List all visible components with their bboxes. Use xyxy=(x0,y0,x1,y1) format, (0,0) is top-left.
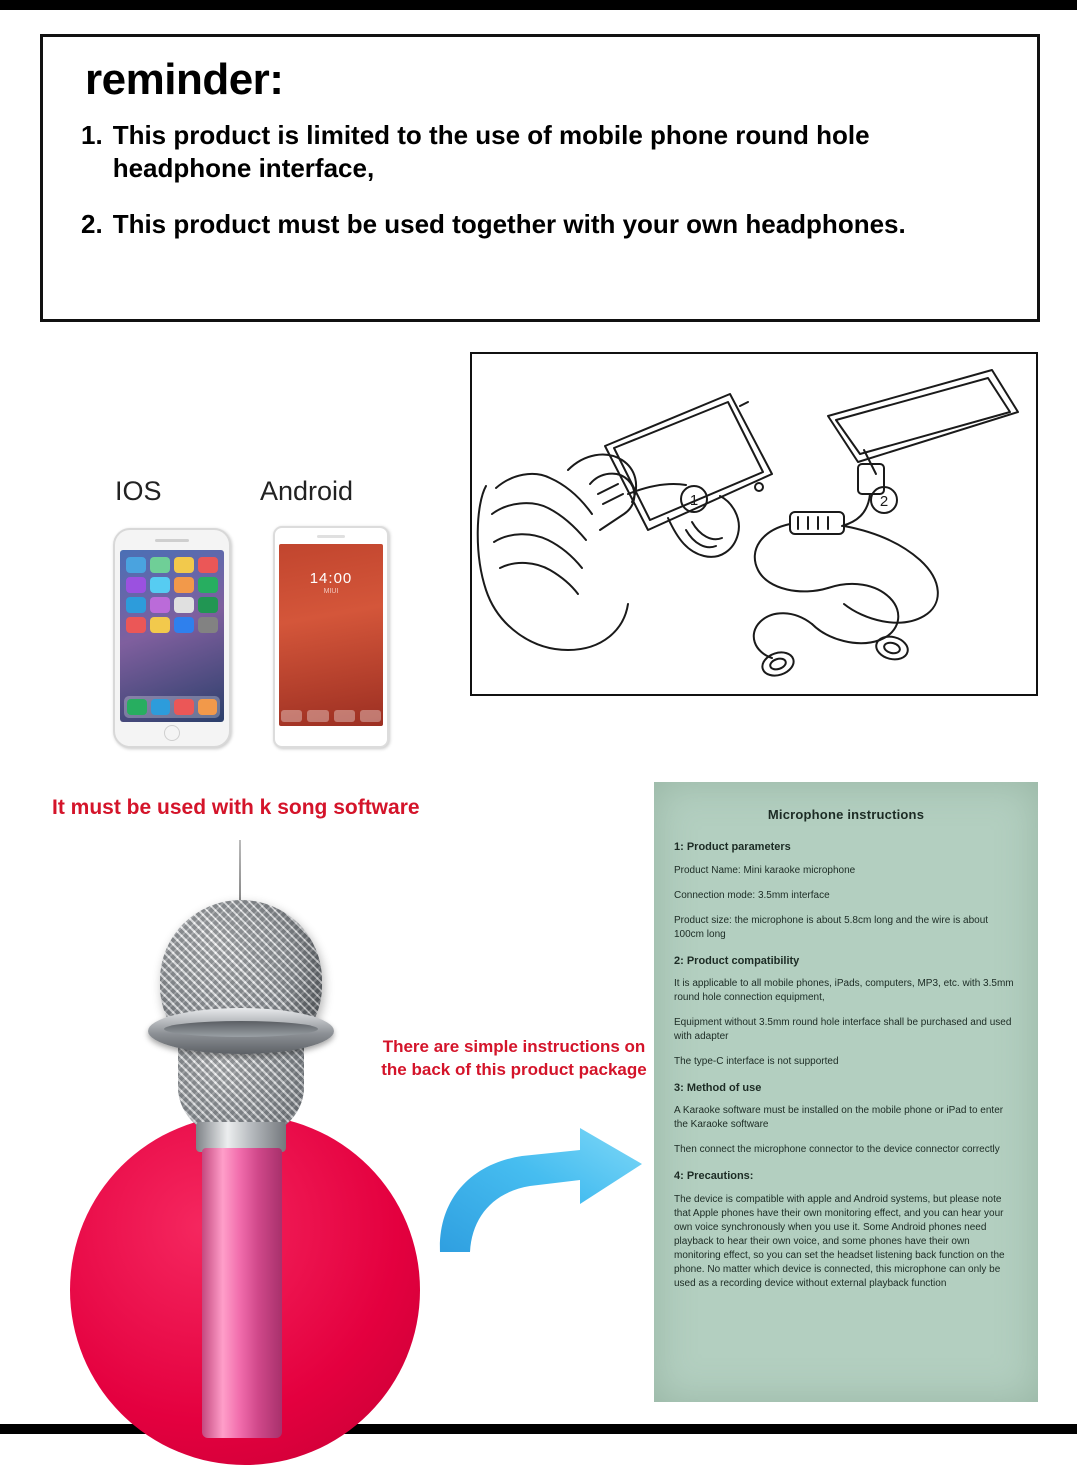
iphone-dock xyxy=(124,696,220,718)
mic-pink-body xyxy=(202,1148,282,1438)
compatible-devices-group xyxy=(55,470,455,770)
sheet-paragraph: Product size: the microphone is about 5.8cm long and the wire is about 100cm long xyxy=(674,914,989,940)
illustration-step-1-label: 1 xyxy=(689,492,699,509)
package-back-caption: There are simple instructions on the back of this product package xyxy=(381,1037,647,1079)
reminder-item xyxy=(81,208,1013,241)
sheet-title: Microphone instructions xyxy=(767,807,925,822)
usage-illustration-panel xyxy=(470,352,1038,696)
illustration-step-2-label: 2 xyxy=(879,493,889,510)
instruction-sheet xyxy=(654,782,1038,1402)
android-front-image xyxy=(273,526,389,748)
sheet-paragraph: Then connect the microphone connector to the device connector correctly xyxy=(674,1144,1000,1156)
iphone-home-button xyxy=(164,725,180,741)
android-dock xyxy=(281,710,381,722)
sheet-paragraph: It is applicable to all mobile phones, iPads, computers, MP3, etc. with 3.5mm round hole connection equipment, xyxy=(674,977,1014,1003)
sheet-paragraph: Equipment without 3.5mm round hole interface shall be purchased and used with adapter xyxy=(674,1016,1012,1042)
iphone-speaker xyxy=(155,539,189,542)
mic-chrome-ring xyxy=(148,1008,334,1054)
reminder-item-number: 1. xyxy=(81,120,103,150)
microphone-product-image xyxy=(60,860,430,1425)
sheet-paragraph: The device is compatible with apple and Android systems, but please note that Apple phones have their own monitoring effect, and you can hear your own voice synchronously when you use it. Some Android phones need playback to hear their own voice, and some phones have their own monitoring effect, so you can set the headset listening back function on the phone. No matter which device is connected, this microphone can only be used as a recording device without external playback function xyxy=(674,1193,1005,1289)
sheet-section-heading: 1: Product parameters xyxy=(674,841,791,854)
ksong-caption: It must be used with k song software xyxy=(52,796,420,819)
android-label: Android xyxy=(260,476,354,506)
reminder-item-number: 2. xyxy=(81,208,103,239)
reminder-item xyxy=(81,119,1013,186)
reminder-title: reminder: xyxy=(85,55,284,104)
android-screen-sub: MIUI xyxy=(323,588,339,595)
sheet-paragraph: The type-C interface is not supported xyxy=(674,1055,839,1067)
top-letterbox-bar xyxy=(0,0,1077,10)
reminder-box xyxy=(40,34,1040,322)
usage-illustration-svg xyxy=(472,354,1036,694)
sheet-paragraph: Connection mode: 3.5mm interface xyxy=(674,889,830,901)
sheet-section-heading: 2: Product compatibility xyxy=(674,954,800,967)
iphone-front-image xyxy=(113,528,231,748)
android-screen-time: 14:00 xyxy=(309,570,353,587)
sheet-section-heading: 3: Method of use xyxy=(674,1081,762,1094)
sheet-paragraph: A Karaoke software must be installed on the mobile phone or iPad to enter the Karaoke software xyxy=(674,1105,1004,1131)
android-speaker xyxy=(317,535,345,538)
reminder-item-text: This product is limited to the use of mobile phone round hole headphone interface, xyxy=(112,120,870,184)
mic-hanging-string xyxy=(239,840,241,900)
blue-arrow xyxy=(430,1120,650,1260)
iphone-screen xyxy=(120,550,224,722)
sheet-section-heading: 4: Precautions: xyxy=(674,1170,754,1183)
blue-arrow-icon xyxy=(430,1120,650,1260)
ios-label: IOS xyxy=(115,476,162,506)
iphone-app-grid xyxy=(124,554,220,636)
sheet-paragraph: Product Name: Mini karaoke microphone xyxy=(674,864,856,876)
reminder-item-text: This product must be used together with your own headphones. xyxy=(112,208,906,239)
